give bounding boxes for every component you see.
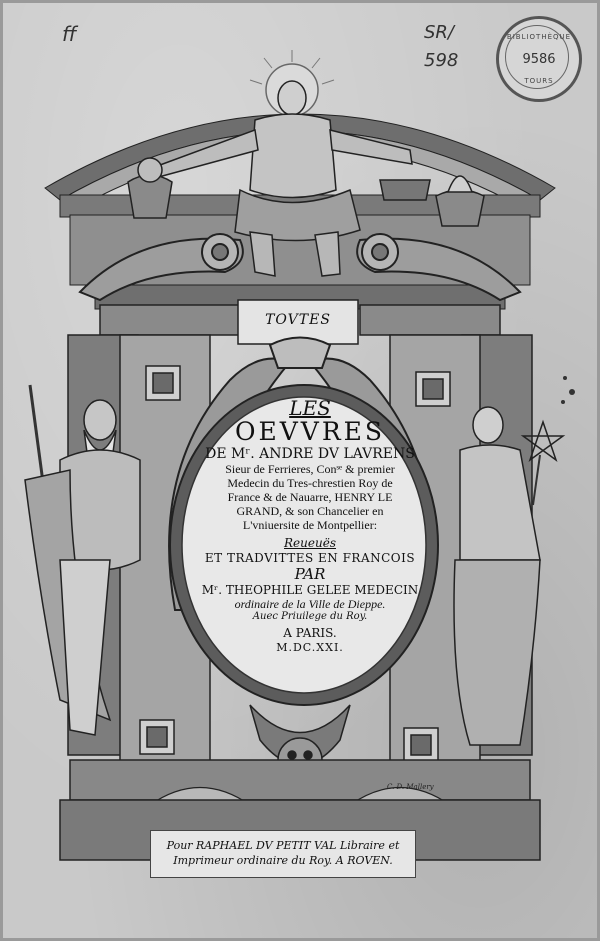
- publication-city: A PARIS.: [283, 626, 337, 640]
- shelfmark-bottom: 598: [424, 50, 459, 71]
- title-block: [190, 398, 430, 654]
- traduites-label: ET TRADVITTES EN FRANCOIS: [204, 551, 416, 565]
- author-title-line: Medecin du Tres-chrestien Roy de: [227, 476, 393, 490]
- author-title-line: Sieur de Ferrieres, Conˢᵉ & premier: [225, 462, 395, 476]
- marginalia-top-left: ff: [62, 22, 77, 46]
- stamp-number: 9586: [522, 52, 556, 67]
- toutes-label: TOVTES: [265, 312, 331, 328]
- translator-name: Mʳ. THEOPHILE GELEE MEDECIN: [201, 583, 419, 597]
- author-name: DE Mʳ. ANDRE DV LAVRENS: [205, 446, 415, 462]
- par-label: PAR: [294, 565, 326, 583]
- author-title-line: GRAND, & son Chancelier en: [236, 504, 384, 518]
- translator-role: ordinaire de la Ville de Dieppe.: [234, 597, 386, 611]
- right-woman-figure: [454, 407, 563, 745]
- stamp-arc-top: BIBLIOTHÈQUE: [506, 33, 572, 41]
- privilege-line: Auec Priuilege du Roy.: [252, 611, 368, 622]
- imprint-panel: [150, 830, 416, 878]
- publication-date: M.DC.XXI.: [276, 641, 344, 654]
- imprint-line-2: Imprimeur ordinaire du Roy. A ROVEN.: [173, 854, 393, 867]
- title-oeuvres: OEVVRES: [234, 417, 386, 446]
- author-title-line: France & de Nauarre, HENRY LE: [227, 490, 393, 504]
- library-stamp: [496, 16, 582, 102]
- author-title-line: L'vniuersite de Montpellier:: [242, 518, 378, 532]
- stamp-arc-bottom: TOURS: [524, 77, 554, 85]
- title-les: LES: [289, 396, 331, 420]
- imprint-line-1: Pour RAPHAEL DV PETIT VAL Libraire et: [166, 839, 400, 852]
- reveues-label: Reueuës: [284, 536, 336, 550]
- shelfmark-top: SR/: [424, 22, 454, 43]
- engraver-signature: C. D. Mallery: [387, 783, 434, 791]
